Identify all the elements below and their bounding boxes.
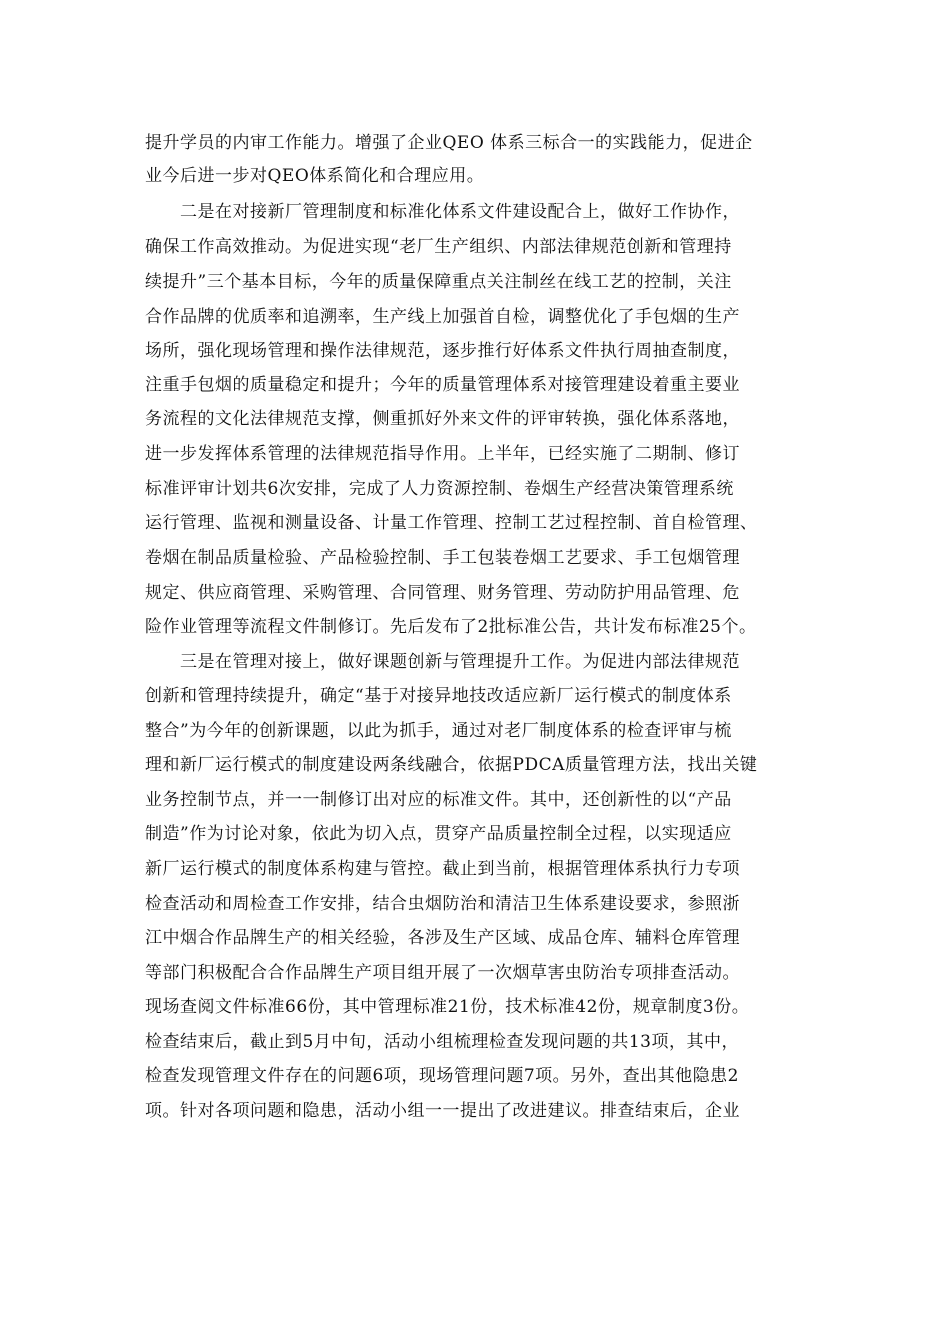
text-line: 制造”作为讨论对象，依此为切入点，贯穿产品质量控制全过程，以实现适应 bbox=[145, 824, 732, 844]
text-line: 合作品牌的优质率和追溯率，生产线上加强首自检，调整优化了手包烟的生产 bbox=[145, 307, 740, 327]
text-line: 运行管理、监视和测量设备、计量工作管理、控制工艺过程控制、首自检管理、 bbox=[145, 513, 758, 533]
text-line: 务流程的文化法律规范支撑，侧重抓好外来文件的评审转换，强化体系落地， bbox=[145, 409, 740, 429]
text-line: 等部门积极配合合作品牌生产项目组开展了一次烟草害虫防治专项排查活动。 bbox=[145, 963, 740, 983]
text-line: 注重手包烟的质量稳定和提升；今年的质量管理体系对接管理建设着重主要业 bbox=[145, 375, 740, 395]
text-line: 检查结束后，截止到5月中旬，活动小组梳理检查发现问题的共13项，其中， bbox=[145, 1032, 739, 1052]
text-line: 确保工作高效推动。为促进实现“老厂生产组织、内部法律规范创新和管理持 bbox=[145, 237, 732, 257]
text-line: 场所，强化现场管理和操作法律规范，逐步推行好体系文件执行周抽查制度， bbox=[145, 341, 740, 361]
text-line: 标准评审计划共6次安排，完成了人力资源控制、卷烟生产经营决策管理系统 bbox=[145, 479, 734, 499]
text-line: 整合”为今年的创新课题，以此为抓手，通过对老厂制度体系的检查评审与梳 bbox=[145, 721, 732, 741]
text-line: 检查活动和周检查工作安排，结合虫烟防治和清洁卫生体系建设要求，参照浙 bbox=[145, 894, 740, 914]
paragraph-start: 创新和管理持续提升，确定“基于对接异地技改适应新厂运行模式的制度体系 bbox=[145, 686, 732, 706]
text-line: 险作业管理等流程文件制修订。先后发布了2批标准公告，共计发布标准25个。 bbox=[145, 617, 757, 637]
text-line: 卷烟在制品质量检验、产品检验控制、手工包装卷烟工艺要求、手工包烟管理 bbox=[145, 548, 740, 568]
text-line: 检查发现管理文件存在的问题6项，现场管理问题7项。另外，查出其他隐患2 bbox=[145, 1066, 739, 1086]
text-line: 现场查阅文件标准66份，其中管理标准21份，技术标准42份，规章制度3份。 bbox=[145, 997, 750, 1017]
text-line: 项。针对各项问题和隐患，活动小组一一提出了改进建议。排查结束后，企业 bbox=[145, 1101, 740, 1121]
text-line: 业今后进一步对QEO体系简化和合理应用。 bbox=[145, 166, 485, 186]
text-line: 规定、供应商管理、采购管理、合同管理、财务管理、劳动防护用品管理、危 bbox=[145, 583, 740, 603]
text-line: 江中烟合作品牌生产的相关经验，各涉及生产区域、成品仓库、辅料仓库管理 bbox=[145, 928, 740, 948]
text-line: 理和新厂运行模式的制度建设两条线融合，依据PDCA质量管理方法，找出关键 bbox=[145, 755, 758, 775]
paragraph-start: 二是在对接新厂管理制度和标准化体系文件建设配合上，做好工作协作， bbox=[145, 202, 740, 222]
text-line: 三是在管理对接上，做好课题创新与管理提升工作。为促进内部法律规范 bbox=[145, 652, 740, 672]
text-line: 业务控制节点，并一一制修订出对应的标准文件。其中，还创新性的以“产品 bbox=[145, 790, 732, 810]
text-line: 续提升”三个基本目标，今年的质量保障重点关注制丝在线工艺的控制，关注 bbox=[145, 272, 732, 292]
text-line: 提升学员的内审工作能力。增强了企业QEO 体系三标合一的实践能力，促进企 bbox=[145, 133, 753, 153]
text-line: 进一步发挥体系管理的法律规范指导作用。上半年，已经实施了二期制、修订 bbox=[145, 444, 740, 464]
text-line: 新厂运行模式的制度体系构建与管控。截止到当前，根据管理体系执行力专项 bbox=[145, 859, 740, 879]
